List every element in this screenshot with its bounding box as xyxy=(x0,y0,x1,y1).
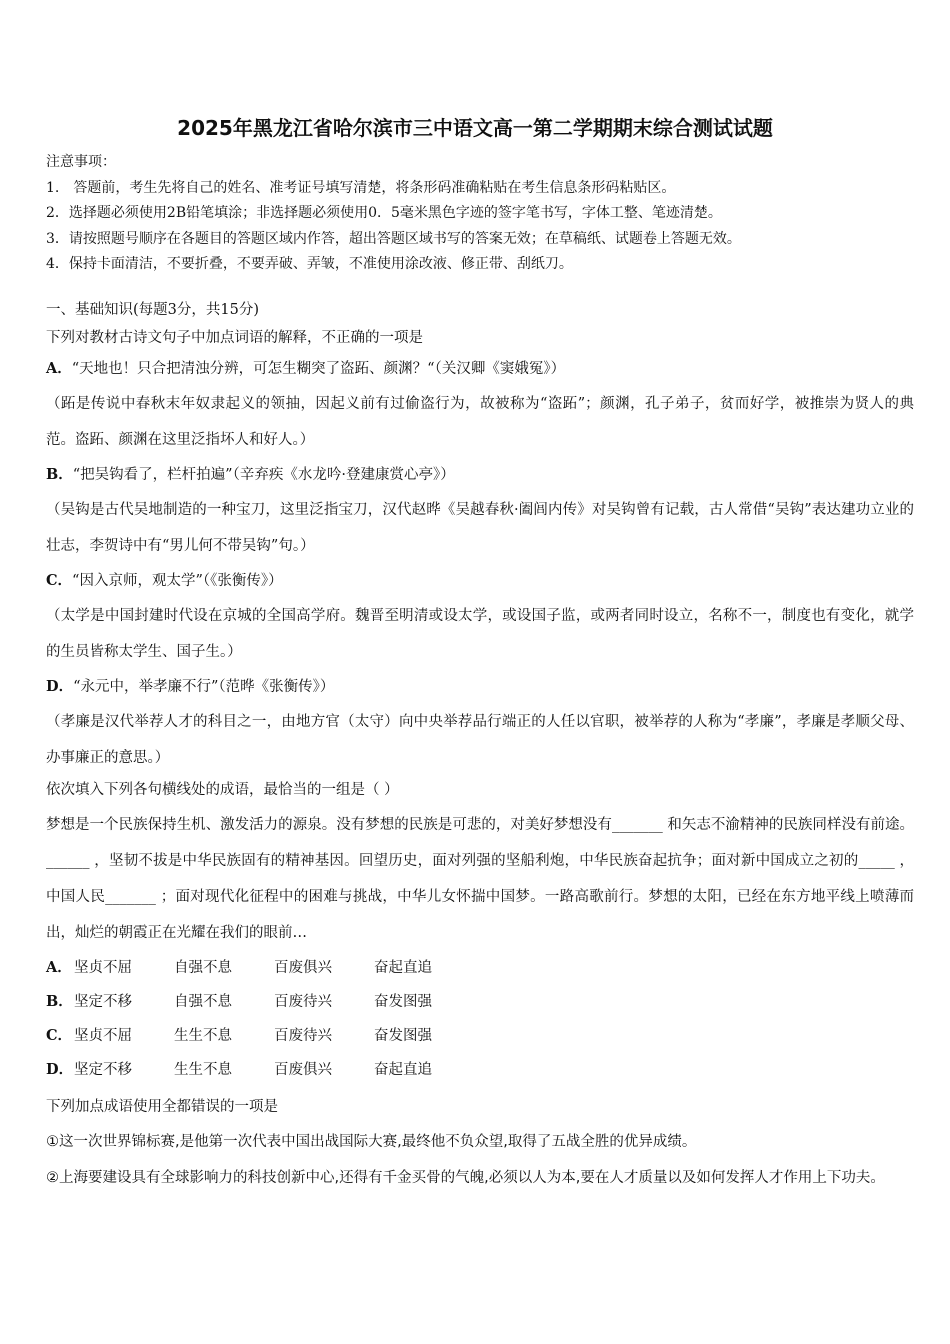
question-sentence: ①这一次世界锦标赛,是他第一次代表中国出战国际大赛,最终他不负众望,取得了五战全胜的优异成绩。 xyxy=(46,1134,697,1150)
question-passage: 梦想是一个民族保持生机、激发活力的源泉。没有梦想的民族是可悲的，对美好梦想没有_______ 和矢志不渝精神的民族同样没有前途。______ ，坚韧不拔是中华民族固有的精神基因。回望历史，面对列强的坚船利炮，中华民族奋起抗争；面对新中国成立之初的_____ ，中国人民_______ ；面对现代化征程中的困难与挑战，中华儿女怀揣中国梦。一路高歌前行。梦想的太阳，已经在东方地平线上喷薄而出，灿烂的朝霞正在光耀在我们的眼前… xyxy=(46,817,914,941)
idiom: 百废俱兴 xyxy=(274,1062,332,1078)
option-note: （太学是中国封建时代设在京城的全国高学府。魏晋至明清或设太学，或设国子监，或两者同时设立，名称不一，制度也有变化，就学的生员皆称太学生、国子生。） xyxy=(46,608,914,660)
section-heading: 一、基础知识(每题3分，共15分) xyxy=(46,302,259,318)
option-text: “永元中，举孝廉不行”（范晔《张衡传》） xyxy=(73,679,335,695)
option-text: “因入京师，观太学”（《张衡传》） xyxy=(72,573,283,589)
idiom: 坚贞不屈 xyxy=(74,960,132,976)
choice-b xyxy=(46,985,914,1019)
option-label: D． xyxy=(46,678,74,695)
option-d xyxy=(46,670,914,704)
choice-label: A． xyxy=(46,959,72,976)
question-stem: 下列加点成语使用全都错误的一项是 xyxy=(46,1099,278,1115)
notice-block xyxy=(46,150,916,278)
question-1 xyxy=(46,296,914,776)
idiom: 坚贞不屈 xyxy=(74,1028,132,1044)
option-label: B． xyxy=(46,466,73,483)
idiom: 奋发图强 xyxy=(374,1028,432,1044)
choice-d xyxy=(46,1053,914,1087)
question-stem: 下列对教材古诗文句子中加点词语的解释，不正确的一项是 xyxy=(46,330,423,346)
question-2 xyxy=(46,773,914,1087)
option-text: “把吴钩看了，栏杆拍遍”（辛弃疾《水龙吟·登建康赏心亭》） xyxy=(72,467,455,483)
idiom: 生生不息 xyxy=(174,1028,232,1044)
question-3 xyxy=(46,1090,914,1196)
option-label: C． xyxy=(46,572,73,589)
idiom: 百废待兴 xyxy=(274,1028,332,1044)
option-label: A． xyxy=(46,360,72,377)
idiom: 自强不息 xyxy=(174,994,232,1010)
option-text: “天地也！只合把清浊分辨，可怎生糊突了盗跖、颜渊？“（关汉卿《窦娥冤》） xyxy=(71,361,566,377)
choice-a xyxy=(46,951,914,985)
option-c xyxy=(46,564,914,598)
idiom: 坚定不移 xyxy=(74,1062,132,1078)
choice-label: C． xyxy=(46,1027,73,1044)
option-a xyxy=(46,352,914,386)
idiom: 百废俱兴 xyxy=(274,960,332,976)
idiom: 奋起直追 xyxy=(374,960,432,976)
idiom: 百废待兴 xyxy=(274,994,332,1010)
option-b xyxy=(46,458,914,492)
page-title: 2025年黑龙江省哈尔滨市三中语文高一第二学期期末综合测试试题 xyxy=(177,116,773,140)
idiom: 奋发图强 xyxy=(374,994,432,1010)
option-note: （孝廉是汉代举荐人才的科目之一，由地方官（太守）向中央举荐品行端正的人任以官职，被举荐的人称为“孝廉”，孝廉是孝顺父母、办事廉正的意思。） xyxy=(46,714,914,766)
idiom: 自强不息 xyxy=(174,960,232,976)
choice-label: B． xyxy=(46,993,73,1010)
notice-item: 4．保持卡面清洁，不要折叠，不要弄破、弄皱，不准使用涂改液、修正带、刮纸刀。 xyxy=(46,256,573,272)
choice-label: D． xyxy=(46,1061,74,1078)
idiom: 生生不息 xyxy=(174,1062,232,1078)
notice-heading: 注意事项： xyxy=(46,154,116,170)
notice-item: 2．选择题必须使用2B铅笔填涂；非选择题必须使用0．5毫米黑色字迹的签字笔书写，字体工整、笔迹清楚。 xyxy=(46,205,722,221)
choice-c xyxy=(46,1019,914,1053)
option-note: （跖是传说中春秋末年奴隶起义的领抽，因起义前有过偷盗行为，故被称为“盗跖”；颜渊，孔子弟子，贫而好学，被推崇为贤人的典范。盗跖、颜渊在这里泛指坏人和好人。） xyxy=(46,396,914,448)
notice-item: 1. 答题前，考生先将自己的姓名、准考证号填写清楚，将条形码准确粘贴在考生信息条形码粘贴区。 xyxy=(46,179,676,196)
question-sentence: ②上海要建设具有全球影响力的科技创新中心,还得有千金买骨的气魄,必须以人为本,要在人才质量以及如何发挥人才作用上下功夫。 xyxy=(46,1170,885,1186)
option-note: （吴钩是古代吴地制造的一种宝刀，这里泛指宝刀，汉代赵晔《吴越春秋·阖闾内传》对吴钩曾有记载，古人常借“吴钩”表达建功立业的壮志，李贺诗中有“男儿何不带吴钩”句。） xyxy=(46,502,914,554)
notice-item: 3．请按照题号顺序在各题目的答题区域内作答，超出答题区域书写的答案无效；在草稿纸、试题卷上答题无效。 xyxy=(46,230,741,247)
question-stem: 依次填入下列各句横线处的成语，最恰当的一组是（ ） xyxy=(46,782,399,798)
idiom: 坚定不移 xyxy=(74,994,132,1010)
idiom: 奋起直追 xyxy=(374,1062,432,1078)
